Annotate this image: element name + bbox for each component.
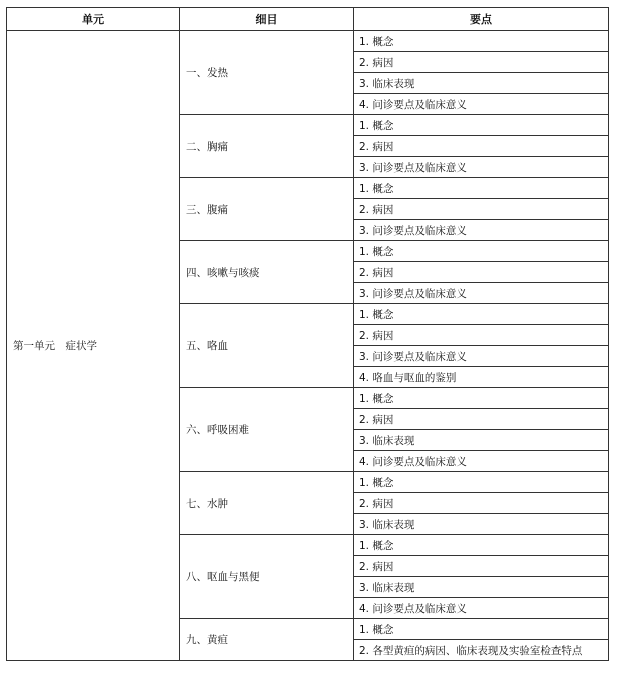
header-unit: 单元 [7,8,180,31]
point-cell: 4. 问诊要点及临床意义 [354,94,609,115]
header-row [7,8,609,31]
point-cell: 3. 临床表现 [354,514,609,535]
syllabus-document [6,7,608,661]
point-cell: 3. 问诊要点及临床意义 [354,283,609,304]
point-cell: 3. 问诊要点及临床意义 [354,220,609,241]
point-cell: 3. 问诊要点及临床意义 [354,157,609,178]
item-cell: 九、黄疸 [180,619,354,661]
point-cell: 2. 病因 [354,409,609,430]
point-cell: 2. 病因 [354,556,609,577]
item-cell: 一、发热 [180,31,354,115]
point-cell: 2. 病因 [354,199,609,220]
point-cell: 1. 概念 [354,535,609,556]
point-cell: 2. 病因 [354,325,609,346]
unit-cell: 第一单元 症状学 [7,31,180,661]
syllabus-body [7,31,609,661]
item-cell: 四、咳嗽与咳痰 [180,241,354,304]
point-cell: 3. 问诊要点及临床意义 [354,346,609,367]
item-cell: 三、腹痛 [180,178,354,241]
point-cell: 1. 概念 [354,178,609,199]
point-cell: 3. 临床表现 [354,73,609,94]
point-cell: 1. 概念 [354,619,609,640]
point-cell: 2. 各型黄疸的病因、临床表现及实验室检查特点 [354,640,609,661]
syllabus-table [6,7,609,661]
point-cell: 3. 临床表现 [354,577,609,598]
item-cell: 八、呕血与黑便 [180,535,354,619]
item-cell: 六、呼吸困难 [180,388,354,472]
point-cell: 1. 概念 [354,304,609,325]
point-cell: 2. 病因 [354,262,609,283]
point-cell: 2. 病因 [354,136,609,157]
point-cell: 1. 概念 [354,388,609,409]
point-cell: 2. 病因 [354,52,609,73]
header-item: 细目 [180,8,354,31]
item-cell: 五、咯血 [180,304,354,388]
point-cell: 1. 概念 [354,115,609,136]
point-cell: 3. 临床表现 [354,430,609,451]
point-cell: 1. 概念 [354,31,609,52]
point-cell: 4. 咯血与呕血的鉴别 [354,367,609,388]
table-row [7,31,609,52]
point-cell: 4. 问诊要点及临床意义 [354,598,609,619]
item-cell: 七、水肿 [180,472,354,535]
point-cell: 4. 问诊要点及临床意义 [354,451,609,472]
point-cell: 1. 概念 [354,241,609,262]
point-cell: 2. 病因 [354,493,609,514]
header-points: 要点 [354,8,609,31]
item-cell: 二、胸痛 [180,115,354,178]
point-cell: 1. 概念 [354,472,609,493]
